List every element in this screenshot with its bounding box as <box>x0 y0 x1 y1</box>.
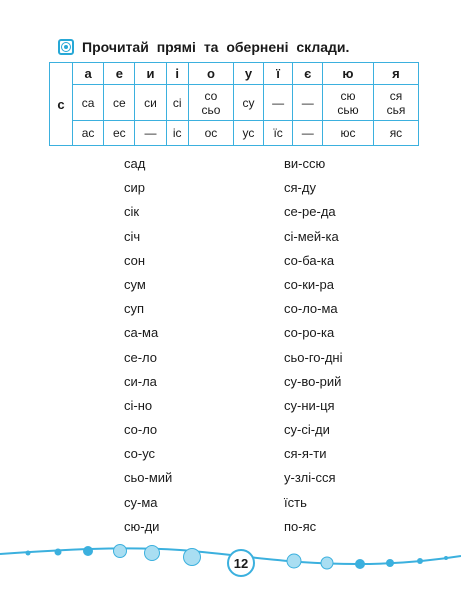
reverse-syllables-row <box>50 121 419 146</box>
reverse-syllable-cell: їс <box>263 121 293 146</box>
vowel-cell: я <box>373 63 418 85</box>
reading-target-icon <box>58 39 74 55</box>
forward-syllable-cell <box>293 85 323 121</box>
forward-syllable-cell <box>188 85 233 121</box>
vowel-cell: ї <box>263 63 293 85</box>
wave-dot <box>145 546 160 561</box>
word: у-злі-сся <box>284 470 336 486</box>
syllable: — <box>301 95 314 110</box>
word: сік <box>124 204 140 220</box>
word: сир <box>124 180 145 196</box>
syllable: сья <box>386 102 406 117</box>
wave-dot <box>55 549 62 556</box>
word: сьо-го-дні <box>284 349 343 365</box>
word: су-во-рий <box>284 373 342 389</box>
forward-syllable-cell <box>263 85 293 121</box>
word: сад <box>124 156 146 171</box>
word-list-left <box>124 152 172 539</box>
forward-syllable-cell <box>323 85 374 121</box>
word: су-ни-ця <box>284 397 335 413</box>
vowel-cell: е <box>104 63 135 85</box>
word: сі-но <box>124 397 153 413</box>
reverse-syllable-cell: юс <box>323 121 374 146</box>
syllable: со <box>204 88 218 103</box>
reverse-syllable-cell: — <box>135 121 166 146</box>
word: су-сі-ди <box>284 422 330 438</box>
word: си-ла <box>124 373 157 389</box>
forward-syllable-cell <box>234 85 264 121</box>
reverse-syllable-cell: яс <box>373 121 418 146</box>
wave-dot <box>444 556 448 560</box>
word: ви-ссю <box>284 156 326 171</box>
syllable: сі <box>172 95 182 110</box>
word: сі-мей-ка <box>284 228 339 244</box>
syllable: сью <box>337 102 359 117</box>
word: суп <box>124 301 145 317</box>
word: са-ма <box>124 325 159 341</box>
vowel-cell: у <box>234 63 264 85</box>
reverse-syllable-cell: іс <box>166 121 188 146</box>
syllable: ся <box>389 88 403 103</box>
syllable: са <box>81 95 95 110</box>
word: сон <box>124 252 146 268</box>
consonant-cell: с <box>50 63 73 146</box>
forward-syllable-cell <box>73 85 104 121</box>
forward-syllables-row <box>50 85 419 121</box>
wave-dot <box>114 545 127 558</box>
reverse-syllable-cell: ес <box>104 121 135 146</box>
vowel-cell: о <box>188 63 233 85</box>
word: сум <box>124 276 146 292</box>
word: со-ус <box>124 446 156 462</box>
word: січ <box>124 228 141 244</box>
forward-syllable-cell <box>166 85 188 121</box>
syllable: се <box>112 95 126 110</box>
vowel-row <box>50 63 419 85</box>
wave-dot <box>321 557 333 569</box>
reverse-syllable-cell: ас <box>73 121 104 146</box>
wave-dot <box>355 559 365 569</box>
word: со-ба-ка <box>284 252 335 268</box>
syllable: — <box>272 95 285 110</box>
word: се-ло <box>124 349 158 365</box>
wave-dot <box>26 551 31 556</box>
word: їсть <box>284 494 307 510</box>
syllable-table <box>49 62 419 146</box>
word: сю-ди <box>124 518 160 534</box>
wave-dot <box>287 554 301 568</box>
vowel-cell: а <box>73 63 104 85</box>
page-number: 12 <box>227 549 255 577</box>
word: ся-ду <box>284 180 316 196</box>
vowel-cell: є <box>293 63 323 85</box>
reverse-syllable-cell: — <box>293 121 323 146</box>
wave-dot <box>184 549 201 566</box>
word: со-ро-ка <box>284 325 335 341</box>
forward-syllable-cell <box>104 85 135 121</box>
wave-dot <box>386 559 394 567</box>
wave-dot <box>83 546 93 556</box>
instruction <box>58 38 349 56</box>
vowel-cell: і <box>166 63 188 85</box>
vowel-cell: ю <box>323 63 374 85</box>
reverse-syllable-cell: ос <box>188 121 233 146</box>
word: со-ки-ра <box>284 276 334 292</box>
wave-dot <box>417 558 423 564</box>
syllable: су <box>242 95 255 110</box>
reverse-syllable-cell: ус <box>234 121 264 146</box>
word: се-ре-да <box>284 204 336 220</box>
word: со-ло <box>124 422 158 438</box>
word: су-ма <box>124 494 158 510</box>
forward-syllable-cell <box>135 85 166 121</box>
word: ся-я-ти <box>284 446 327 462</box>
vowel-cell: и <box>135 63 166 85</box>
instruction-text: Прочитай прямі та обернені склади. <box>82 39 350 55</box>
word-list-right <box>284 152 343 539</box>
syllable: си <box>144 95 157 110</box>
word: сьо-мий <box>124 470 173 486</box>
syllable: сьо <box>201 102 221 117</box>
syllable: сю <box>340 88 356 103</box>
word: по-яс <box>284 518 317 534</box>
forward-syllable-cell <box>373 85 418 121</box>
word: со-ло-ма <box>284 301 338 317</box>
